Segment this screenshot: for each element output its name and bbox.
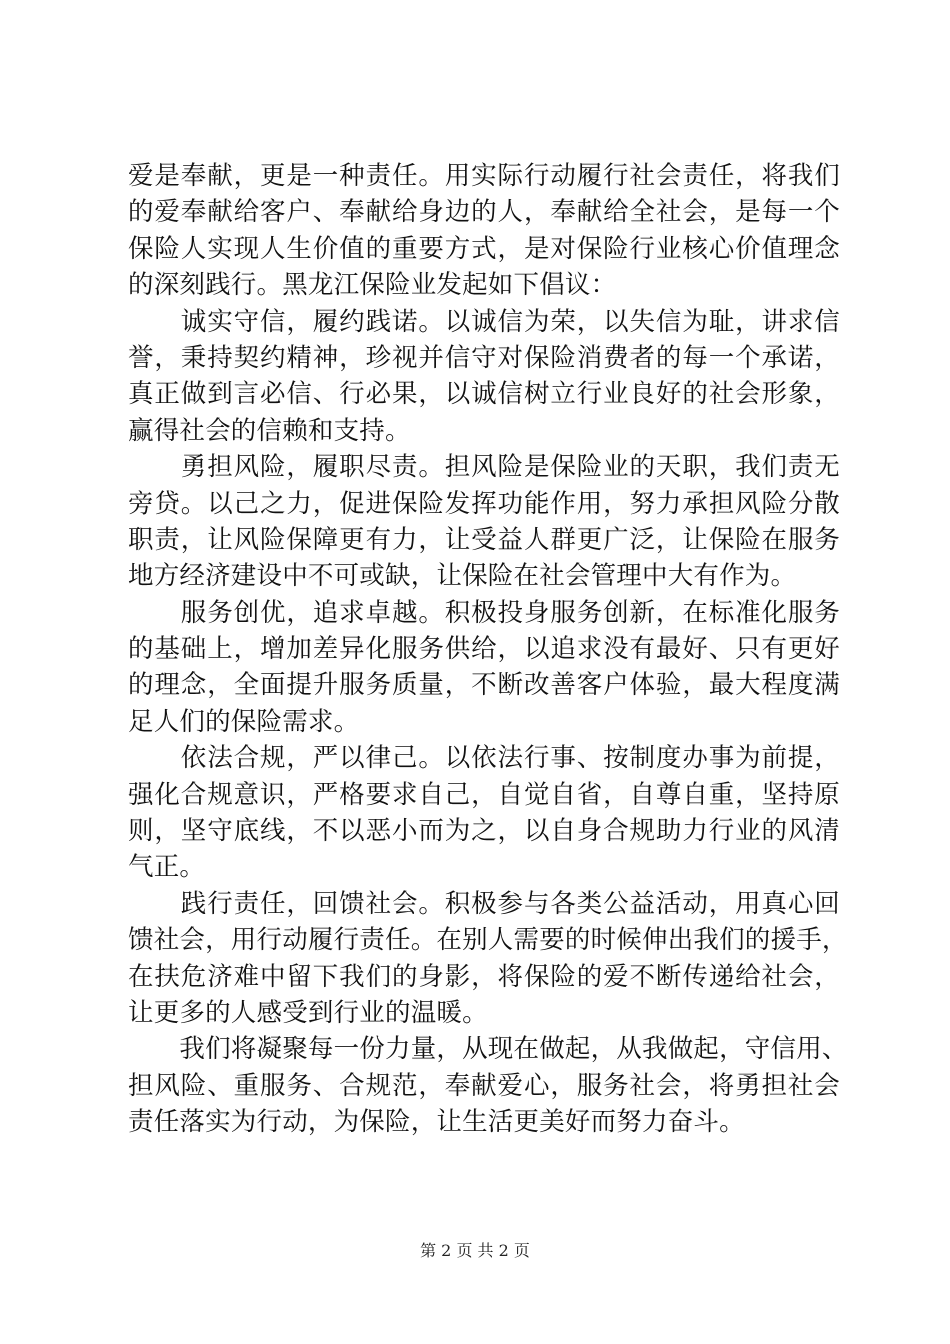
text-line: 馈社会，用行动履行责任。在别人需要的时候伸出我们的援手， [128,925,848,956]
text-line: 让更多的人感受到行业的温暖。 [128,997,488,1028]
text-line: 真正做到言必信、行必果，以诚信树立行业良好的社会形象， [128,379,840,410]
text-line: 气正。 [128,852,206,883]
text-line: 依法合规，严以律己。以依法行事、按制度办事为前提， [128,743,840,774]
text-line: 誉，秉持契约精神，珍视并信守对保险消费者的每一个承诺， [128,342,840,373]
page-footer: 第 2 页 共 2 页 [420,1241,530,1260]
document-body [128,158,848,1141]
text-line: 则，坚守底线，不以恶小而为之，以自身合规助力行业的风清 [128,816,840,847]
text-line: 职责，让风险保障更有力，让受益人群更广泛，让保险在服务 [128,524,840,555]
text-line: 责任落实为行动，为保险，让生活更美好而努力奋斗。 [128,1107,745,1138]
text-line: 践行责任，回馈社会。积极参与各类公益活动，用真心回 [128,888,840,919]
text-line: 的爱奉献给客户、奉献给身边的人，奉献给全社会，是每一个 [128,197,840,228]
text-line: 强化合规意识，严格要求自己，自觉自省，自尊自重，坚持原 [128,779,840,810]
text-line: 保险人实现人生价值的重要方式，是对保险行业核心价值理念 [128,233,840,264]
text-line: 赢得社会的信赖和支持。 [128,415,411,446]
text-line: 旁贷。以己之力，促进保险发挥功能作用，努力承担风险分散 [128,488,840,519]
text-line: 的基础上，增加差异化服务供给，以追求没有最好、只有更好 [128,634,840,665]
text-line: 我们将凝聚每一份力量，从现在做起，从我做起，守信用、 [128,1034,848,1065]
text-line: 服务创优，追求卓越。积极投身服务创新，在标准化服务 [128,597,840,628]
text-line: 爱是奉献，更是一种责任。用实际行动履行社会责任，将我们 [128,161,840,191]
text-line: 地方经济建设中不可或缺，让保险在社会管理中大有作为。 [128,561,797,592]
text-line: 的深刻践行。黑龙江保险业发起如下倡议： [128,270,617,301]
text-line: 足人们的保险需求。 [128,706,360,737]
text-line: 在扶危济难中留下我们的身影，将保险的爱不断传递给社会， [128,961,840,992]
text-line: 担风险、重服务、合规范，奉献爱心，服务社会，将勇担社会 [128,1070,840,1101]
text-line: 诚实守信，履约践诺。以诚信为荣，以失信为耻，讲求信 [128,306,840,337]
text-line: 的理念，全面提升服务质量，不断改善客户体验，最大程度满 [128,670,840,701]
text-line: 勇担风险，履职尽责。担风险是保险业的天职，我们责无 [128,452,840,483]
